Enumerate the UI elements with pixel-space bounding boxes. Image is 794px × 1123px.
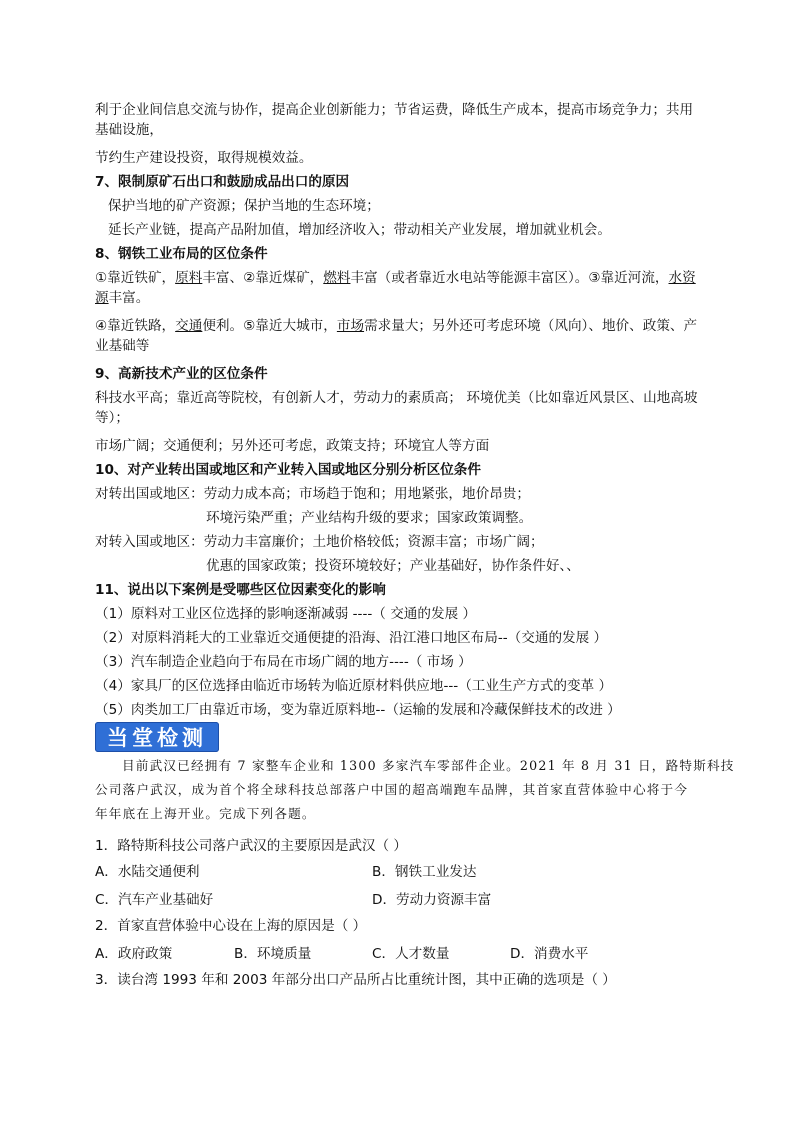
section-heading-7: 7、限制原矿石出口和鼓励成品出口的原因	[95, 174, 350, 190]
option-2c: C．人才数量	[372, 946, 450, 962]
text-span: 需求量大；另外还可考虑环境（风向）、地价、政策、产业基础等	[95, 318, 698, 354]
option-2a: A．政府政策	[95, 946, 173, 962]
text-line	[95, 316, 707, 356]
passage-line: 公司落户武汉，成为首个将全球科技总部落户中国的超高端跑车品牌，其首家直营体验中心将于今	[95, 782, 689, 797]
section-heading-9: 9、高新技术产业的区位条件	[95, 366, 268, 382]
text-line	[95, 268, 707, 308]
section-badge-label: 当堂检测	[107, 726, 207, 750]
text-line: 优惠的国家政策；投资环境较好；产业基础好，协作条件好、、	[206, 558, 580, 574]
underlined-term: 原料	[175, 270, 203, 286]
text-line: 市场广阔；交通便利；另外还可考虑，政策支持；环境宜人等方面	[95, 438, 490, 454]
text-line: 利于企业间信息交流与协作，提高企业创新能力；节省运费，降低生产成本，提高市场竞争力；共用基础设施，	[95, 102, 694, 138]
passage-line: 目前武汉已经拥有 7 家整车企业和 1300 多家汽车零部件企业。2021 年 8 月 31 日，路特斯科技	[122, 758, 735, 773]
option-1a: A．水陆交通便利	[95, 864, 200, 880]
underlined-term: 燃料	[323, 270, 351, 286]
section-heading-8: 8、钢铁工业布局的区位条件	[95, 246, 268, 262]
text-span: 便利。⑤靠近大城市，	[202, 318, 337, 334]
section-heading-10: 10、对产业转出国或地区和产业转入国或地区分别分析区位条件	[95, 462, 481, 478]
option-2d: D．消费水平	[510, 946, 589, 962]
text-span: 丰富、②靠近煤矿，	[202, 270, 324, 286]
question-2: 2．首家直营体验中心设在上海的原因是（ ）	[95, 918, 367, 934]
text-line: 环境污染严重；产业结构升级的要求；国家政策调整。	[206, 510, 533, 526]
underlined-term: 交通	[175, 318, 203, 334]
question-3: 3．读台湾 1993 年和 2003 年部分出口产品所占比重统计图，其中正确的选项是（ ）	[95, 972, 616, 988]
text-line: 节约生产建设投资，取得规模效益。	[95, 150, 313, 166]
case-item: （4）家具厂的区位选择由临近市场转为临近原材料供应地---（工业生产方式的变革 ）	[95, 678, 613, 694]
case-item: （1）原料对工业区位选择的影响逐渐减弱 ----（ 交通的发展 ）	[95, 606, 477, 622]
text-line: 延长产业链，提高产品附加值，增加经济收入；带动相关产业发展，增加就业机会。	[108, 222, 611, 238]
text-line: 对转入国或地区：劳动力丰富廉价；土地价格较低；资源丰富；市场广阔；	[95, 534, 544, 550]
question-1: 1．路特斯科技公司落户武汉的主要原因是武汉（ ）	[95, 838, 408, 854]
underlined-term: 水资源	[95, 270, 696, 306]
text-span: ④靠近铁路，	[95, 318, 176, 334]
case-item: （5）肉类加工厂由靠近市场，变为靠近原料地--（运输的发展和冷藏保鲜技术的改进 ）	[95, 702, 621, 718]
text-line: 科技水平高；靠近高等院校，有创新人才，劳动力的素质高； 环境优美（比如靠近风景区、山地高坡等）；	[95, 390, 698, 426]
case-item: （2）对原料消耗大的工业靠近交通便捷的沿海、沿江港口地区布局--（交通的发展 ）	[95, 630, 608, 646]
text-span: ①靠近铁矿，	[95, 270, 176, 286]
text-span: 丰富。	[108, 290, 150, 306]
option-1b: B．钢铁工业发达	[372, 864, 477, 880]
text-line: 对转出国或地区：劳动力成本高；市场趋于饱和；用地紧张，地价昂贵；	[95, 486, 530, 502]
section-heading-11: 11、说出以下案例是受哪些区位因素变化的影响	[95, 582, 386, 598]
text-line: 保护当地的矿产资源；保护当地的生态环境；	[108, 198, 380, 214]
option-2b: B．环境质量	[234, 946, 312, 962]
section-badge	[95, 722, 219, 752]
underlined-term: 市场	[336, 318, 365, 334]
text-span: 丰富（或者靠近水电站等能源丰富区）。③靠近河流，	[350, 270, 669, 286]
option-1d: D．劳动力资源丰富	[372, 892, 492, 908]
case-item: （3）汽车制造企业趋向于布局在市场广阔的地方----（ 市场 ）	[95, 654, 472, 670]
option-1c: C．汽车产业基础好	[95, 892, 214, 908]
passage-line: 年年底在上海开业。完成下列各题。	[95, 806, 316, 821]
